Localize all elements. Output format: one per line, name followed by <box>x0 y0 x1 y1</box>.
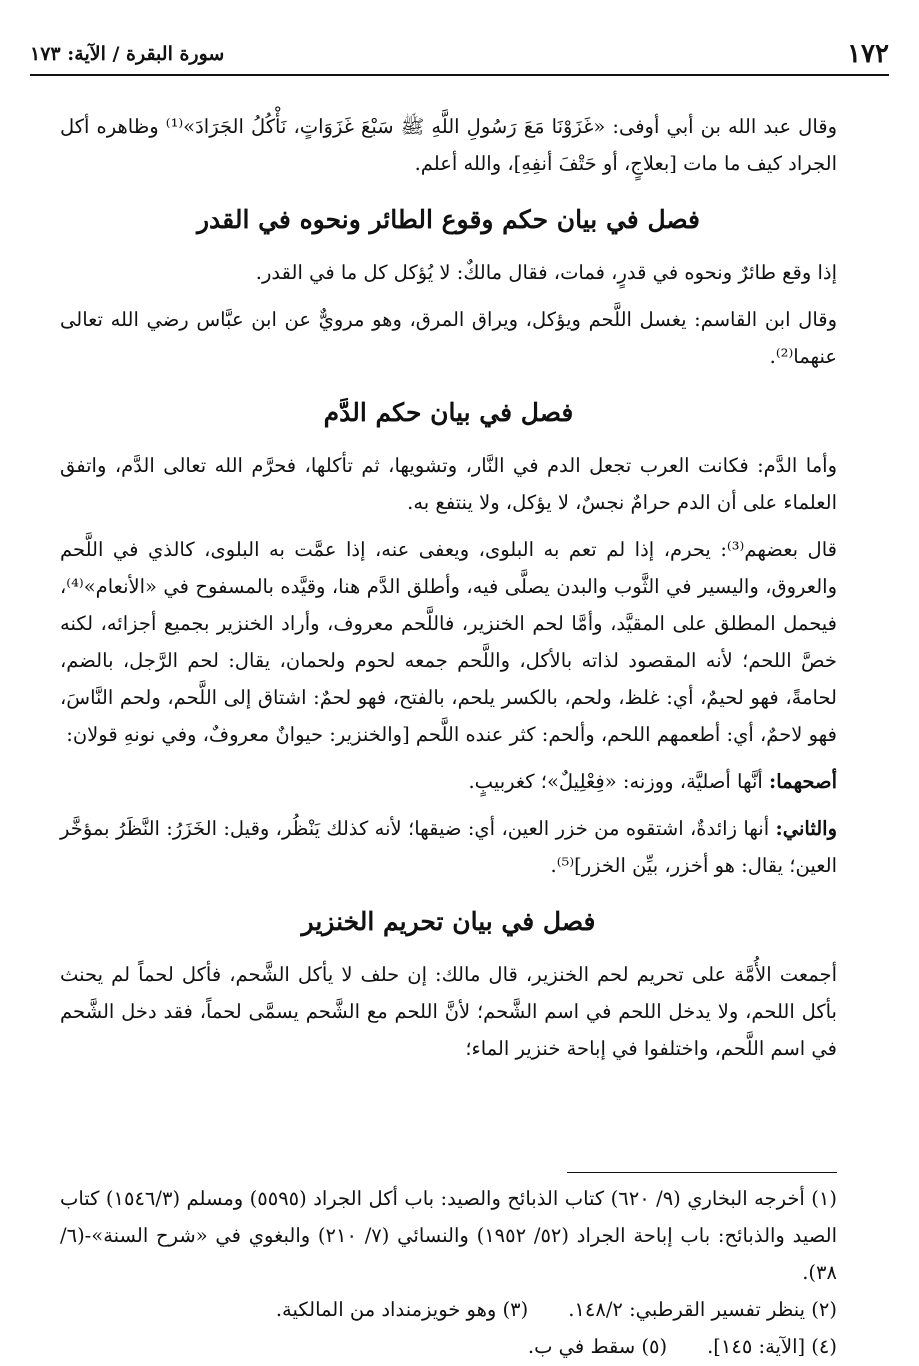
footnote-row <box>60 1291 837 1328</box>
footnote-row <box>60 1328 837 1365</box>
paragraph <box>60 810 837 884</box>
footnote: (٣) وهو خويزمنداد من المالكية. <box>275 1298 529 1321</box>
opinion-text: أنها زائدةٌ، اشتقوه من خزر العين، أي: ضيقها؛ لأنه كذلك يَنْظُر، وقيل: الخَزَرُ: النَّظَرُ بمؤخَّر العين؛ يقال: هو أخزر، بيِّن الخزر]⁽⁵⁾. <box>60 817 837 877</box>
opinion-label: أصحهما: <box>769 770 837 793</box>
footnote: (١) أخرجه البخاري (٩/ ٦٢٠) كتاب الذبائح والصيد: باب أكل الجراد (٥٥٩٥) ومسلم (١٥٤٦/٣) كتاب الصيد والذبائح: باب إباحة الجراد (٥٢/ ١٩٥٢) والنسائي (٧/ ٢١٠) والبغوي في «شرح السنة»-(٦/ ٣٨). <box>60 1187 837 1284</box>
footnote: (٥) سقط في ب. <box>527 1335 668 1358</box>
section-heading: فصل في بيان حكم الدَّم <box>323 398 574 427</box>
page-number: ١٧٢ <box>847 39 889 69</box>
surah-reference: سورة البقرة / الآية: ١٧٣ <box>30 43 225 65</box>
paragraph: قال بعضهم⁽³⁾: يحرم، إذا لم تعم به البلوى، ويعفى عنه، إذا عمَّت به البلوى، كالذي في اللَّحم والعروق، واليسير في الثَّوب والبدن يصلَّى فيه، وأطلق الدَّم هنا، وقيَّده بالمسفوح في «الأنعام»⁽⁴⁾، فيحمل المطلق على المقيَّد، وأمَّا لحم الخنزير، فاللَّحم معروف، وأراد الخنزير بجميع أجزائه، لكنه خصَّ اللحم؛ لأنه المقصود لذاته بالأكل، واللَّحم جمعه لحوم ولحمان، يقال: لحم الرَّجل، بالضم، لحامةً، فهو لحيمٌ، أي: غلظ، ولحم، بالكسر يلحم، بالفتح، فهو لحمٌ: اشتاق إلى اللَّحم، ولحم النَّاسَ، فهو لاحمٌ، أي: أطعمهم اللحم، وألحم: كثر عنده اللَّحم [والخنزير: حيوانٌ معروفٌ، وفي نونهِ قولان: <box>60 538 837 746</box>
footnote: (٢) ينظر تفسير القرطبي: ١٤٨/٢. <box>568 1298 837 1321</box>
main-text <box>60 108 837 1067</box>
paragraph <box>60 763 837 800</box>
section-heading: فصل في بيان حكم وقوع الطائر ونحوه في القدر <box>196 205 701 234</box>
section-heading: فصل في بيان تحريم الخنزير <box>301 907 596 936</box>
footnote: (٤) [الآية: ١٤٥]. <box>707 1335 837 1358</box>
opinion-text: أنَّها أصليَّة، ووزنه: «فِعْلِيلٌ»؛ كغربيبٍ. <box>468 770 763 793</box>
running-header <box>30 38 889 76</box>
footnotes <box>60 1180 837 1365</box>
paragraph: وأما الدَّم: فكانت العرب تجعل الدم في النَّار، وتشويها، ثم تأكلها، فحرَّم الله تعالى الدَّم، واتفق العلماء على أن الدم حرامٌ نجسٌ، لا يؤكل، ولا ينتفع به. <box>60 454 837 514</box>
paragraph: أجمعت الأُمَّة على تحريم لحم الخنزير، قال مالك: إن حلف لا يأكل الشَّحم، فأكل لحماً لم يحنث بأكل اللحم، ولا يدخل اللحم في اسم الشَّحم؛ لأنَّ اللحم مع الشَّحم يسمَّى لحماً، فقد دخل الشَّحم في اسم اللَّحم، واختلفوا في إباحة خنزير الماء؛ <box>60 963 837 1060</box>
paragraph: إذا وقع طائرٌ ونحوه في قدرٍ، فمات، فقال مالكٌ: لا يُؤكل كل ما في القدر. <box>255 261 837 284</box>
footnote-divider <box>567 1172 837 1173</box>
opinion-label: والثاني: <box>775 817 837 840</box>
paragraph: وقال ابن القاسم: يغسل اللَّحم ويؤكل، ويراق المرق، وهو مرويٌّ عن ابن عبَّاس رضي الله تعالى عنهما⁽²⁾. <box>60 308 837 368</box>
paragraph: وقال عبد الله بن أبي أوفى: «غَزَوْنَا مَعَ رَسُولِ اللَّهِ ﷺ سَبْعَ غَزَوَاتٍ، نَأْكُلُ الجَرَادَ»⁽¹⁾ وظاهره أكل الجراد كيف ما مات [بعلاجٍ، أو حَتْفَ أنفِهِ]، والله أعلم. <box>60 115 838 175</box>
